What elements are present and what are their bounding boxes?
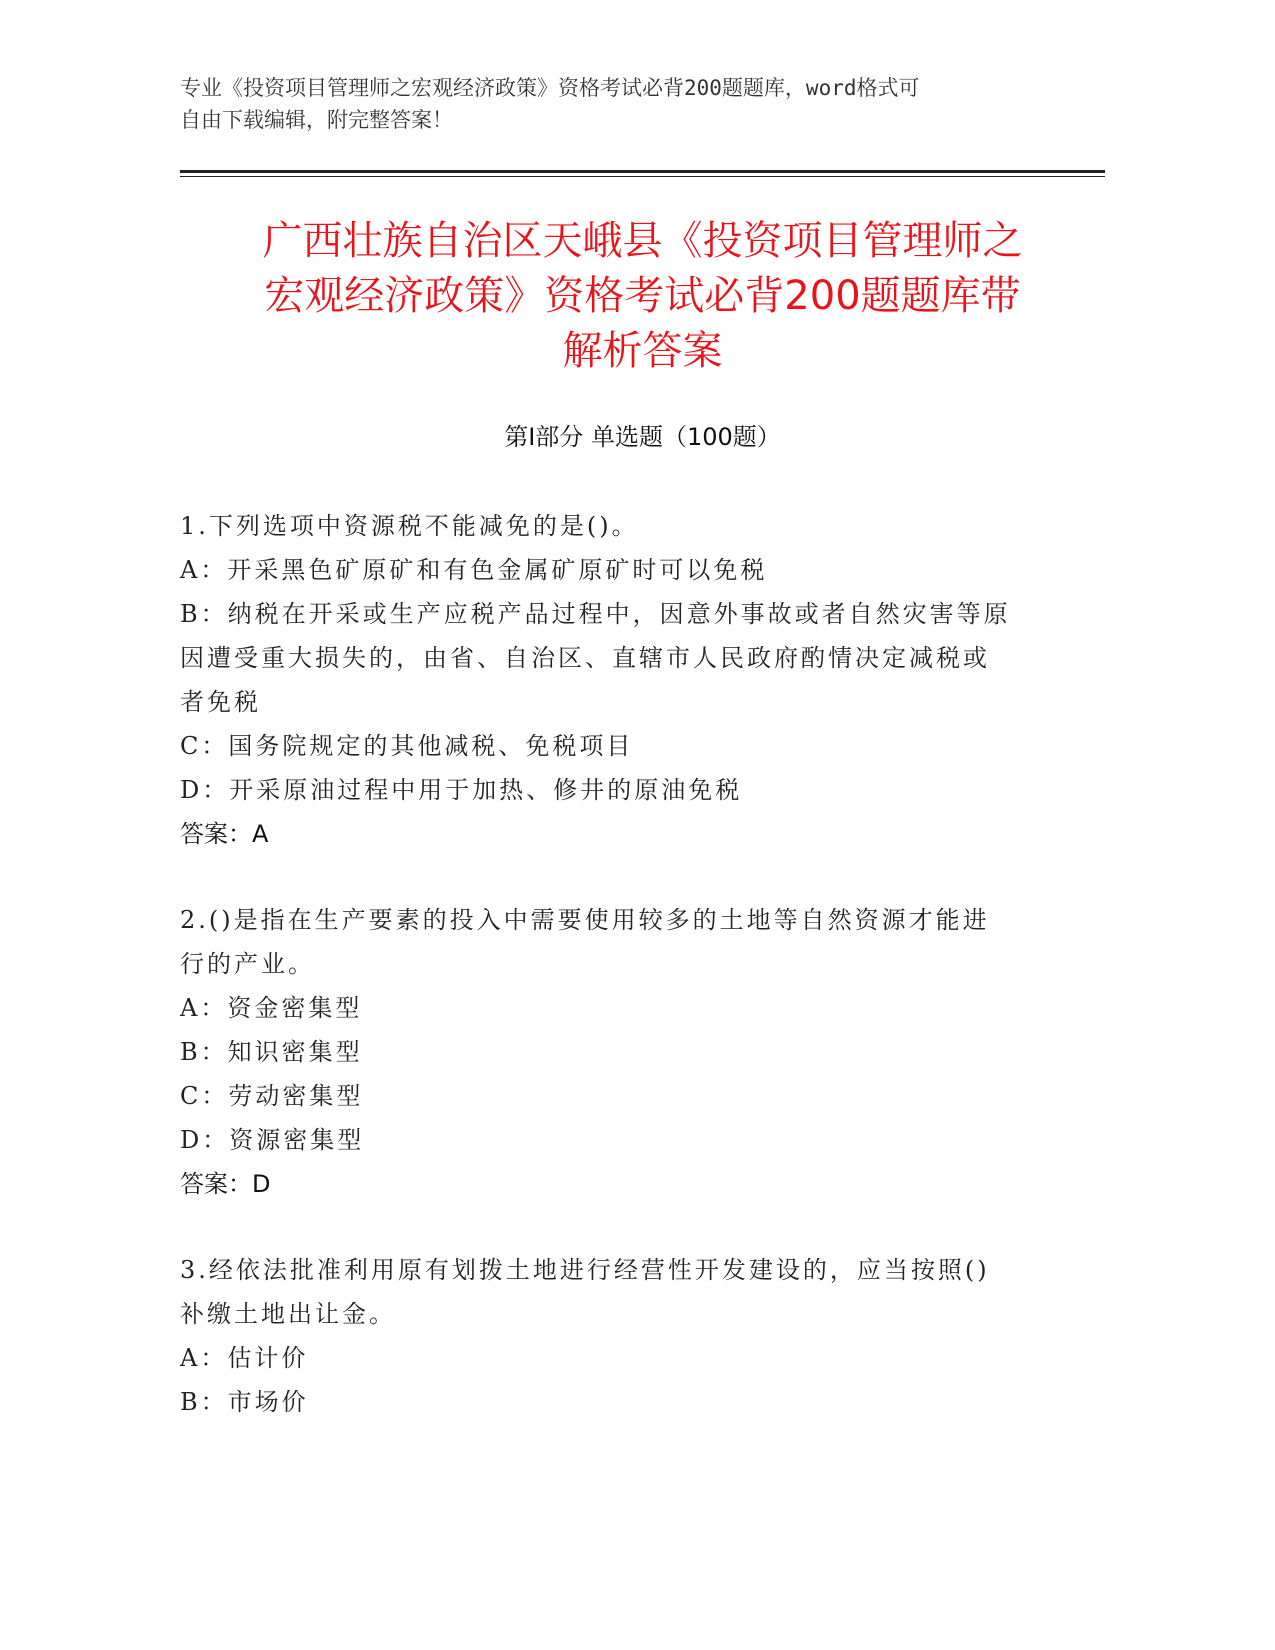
header-note	[180, 72, 1105, 136]
option-a: A：估计价	[180, 1344, 309, 1372]
answer-label: 答案：D	[180, 1170, 271, 1198]
option-b-continued: 者免税	[180, 688, 261, 716]
option-b: B：纳税在开采或生产应税产品过程中，因意外事故或者自然灾害等原	[180, 600, 1011, 628]
question-stem-line: 行的产业。	[180, 950, 315, 978]
question-item	[180, 1248, 1105, 1424]
question-stem-line: 补缴土地出让金。	[180, 1300, 396, 1328]
option-a: A：开采黑色矿原矿和有色金属矿原矿时可以免税	[180, 556, 768, 584]
page-title-line: 宏观经济政策》资格考试必背200题题库带	[264, 273, 1021, 319]
question-stem-line: 1.下列选项中资源税不能减免的是()。	[180, 512, 639, 540]
question-stem-line: 2.()是指在生产要素的投入中需要使用较多的土地等自然资源才能进	[180, 906, 990, 934]
page-title-line: 广西壮族自治区天峨县《投资项目管理师之	[262, 218, 1023, 264]
option-a: A：资金密集型	[180, 994, 363, 1022]
option-c: C：劳动密集型	[180, 1082, 364, 1110]
page-title	[180, 214, 1105, 379]
page-title-line: 解析答案	[562, 328, 723, 374]
option-d: D：资源密集型	[180, 1126, 365, 1154]
document-page	[180, 0, 1105, 1650]
option-d: D：开采原油过程中用于加热、修井的原油免税	[180, 776, 743, 804]
option-b: B：市场价	[180, 1388, 309, 1416]
header-note-line: 自由下载编辑，附完整答案！	[180, 108, 453, 132]
option-b-continued: 因遭受重大损失的，由省、自治区、直辖市人民政府酌情决定减税或	[180, 644, 990, 672]
header-divider-thin	[180, 176, 1105, 177]
option-c: C：国务院规定的其他减税、免税项目	[180, 732, 634, 760]
question-item	[180, 504, 1105, 856]
question-item	[180, 898, 1105, 1206]
header-divider-thick	[180, 170, 1105, 173]
option-b: B：知识密集型	[180, 1038, 363, 1066]
answer-label: 答案：A	[180, 820, 269, 848]
question-list	[180, 504, 1105, 1466]
section-title: 第Ⅰ部分 单选题（100题）	[504, 423, 781, 451]
question-stem-line: 3.经依法批准利用原有划拨土地进行经营性开发建设的，应当按照()	[180, 1256, 990, 1284]
header-note-line: 专业《投资项目管理师之宏观经济政策》资格考试必背200题题库，word格式可	[180, 76, 920, 100]
